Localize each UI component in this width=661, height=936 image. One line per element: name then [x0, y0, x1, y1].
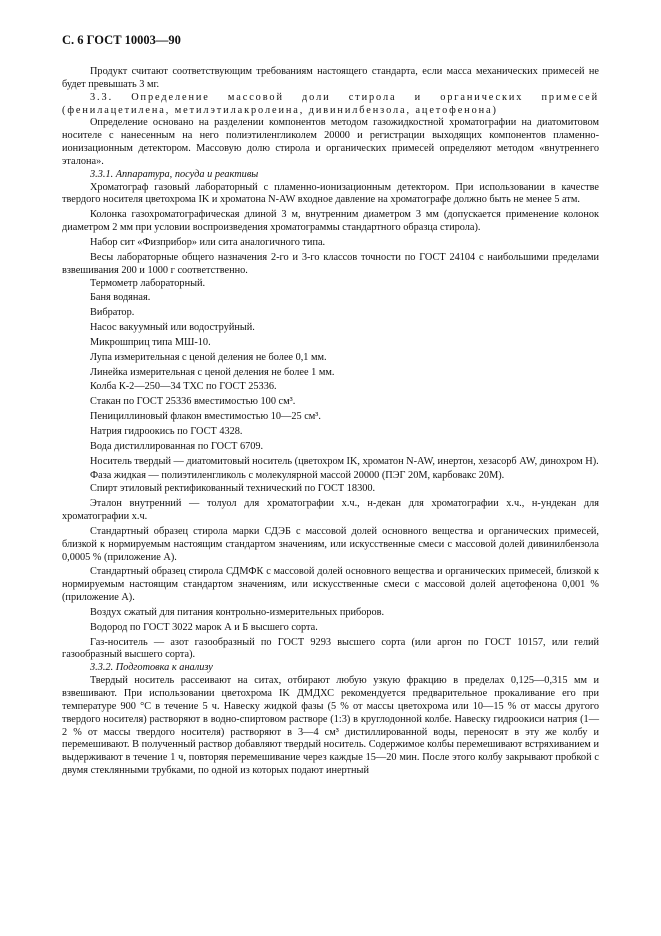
- paragraph-internal-standard: Эталон внутренний — толуол для хроматографии х.ч., н-декан для хроматографии х.ч., н-ундекан для хроматографии х.ч.: [62, 498, 599, 522]
- list-item-hydrogen: Водород по ГОСТ 3022 марок А и Б высшего сорта.: [90, 621, 318, 633]
- paragraph-preparation: Твердый носитель рассеивают на ситах, отбирают любую узкую фракцию в пределах 0,125—0,315 мм и взвешивают. При использовании цветохрома IK ДМДХС рекомендуется предварительное прокаливание его при температуре 900 °C в течение 5 ч. Навеску жидкой фазы (5 % от массы цветохрома или 10—15 % от массы другого твердого носителя) растворяют в водно-спиртовом растворе (1:3) в круглодонной колбе. Навеску гидроокиси натрия (1—2 % от массы твердого носителя) растворяют в 3—4 см³ дистиллированной воды, переносят в эту же колбу и перемешивают. В полученный раствор добавляют твердый носитель. Содержимое колбы перемешивают встряхиванием и выдерживают в течение 1 ч, повторяя перемешивание через каждые 15—20 мин. После этого колбу закрывают пробкой с двумя стеклянными трубками, по одной из которых подают инертный: [62, 675, 599, 777]
- paragraph-carrier-gas: Газ-носитель — азот газообразный по ГОСТ 9293 высшего сорта (или аргон по ГОСТ 10157, или гелий газообразный высшего сорта).: [62, 636, 599, 661]
- paragraph-sieves: Набор сит «Физприбор» или сита аналогичного типа.: [90, 236, 326, 248]
- paragraph-scales: Весы лабораторные общего назначения 2-го и 3-го классов точности по ГОСТ 24104 с наибольшими пределами взвешивания 200 и 1000 г соответственно.: [62, 251, 599, 276]
- paragraph-product-conformity: Продукт считают соответствующим требованиям настоящего стандарта, если масса механических примесей не будет превышать 3 мг.: [62, 66, 599, 90]
- list-item-distilled-water: Вода дистиллированная по ГОСТ 6709.: [90, 440, 264, 452]
- list-item-beaker: Стакан по ГОСТ 25336 вместимостью 100 см³.: [90, 396, 296, 408]
- list-item-pump: Насос вакуумный или водоструйный.: [90, 322, 255, 334]
- list-item-sodium-hydroxide: Натрия гидроокись по ГОСТ 4328.: [90, 425, 243, 437]
- list-item-ruler: Линейка измерительная с ценой деления не более 1 мм.: [90, 366, 335, 378]
- list-item-liquid-phase: Фаза жидкая — полиэтиленгликоль с молекулярной массой 20000 (ПЭГ 20М, карбовакс 20М).: [90, 470, 505, 482]
- paragraph-column: Колонка газохроматографическая длиной 3 м, внутренним диаметром 3 мм (допускается применение колонок диаметром 2 мм при условии воспроизведения хроматограммы стандартного образца стирола).: [62, 209, 599, 234]
- list-item-microsyringe: Микрошприц типа МШ-10.: [90, 336, 211, 348]
- page-header: С. 6 ГОСТ 10003—90: [62, 33, 181, 47]
- paragraph-reference-sdeb: Стандартный образец стирола марки СДЭБ с массовой долей основного вещества и органических примесей, близкой к нормируемым настоящим стандартом значениям, или искусственные смеси с массовой долей дивинилбензола 0,0005 % (приложение А).: [62, 525, 599, 563]
- list-item-water-bath: Баня водяная.: [90, 292, 151, 304]
- paragraph-reference-sdmfk: Стандартный образец стирола СДМФК с массовой долей основного вещества и органических примесей, близкой к нормируемым настоящим стандартом значениям, или искусственные смеси с массовой долей ацетофенона 0,001 % (приложение А).: [62, 566, 599, 604]
- list-item-compressed-air: Воздух сжатый для питания контрольно-измерительных приборов.: [90, 606, 385, 618]
- list-item-magnifier: Лупа измерительная с ценой деления не более 0,1 мм.: [90, 351, 327, 363]
- subsection-heading-3-3-2: 3.3.2. Подготовка к анализу: [90, 662, 213, 674]
- section-heading-3-3: 3.3. Определение массовой доли стирола и органических примесей (фенилацетилена, метилэтилакролеина, дивинилбензола, ацетофенона): [62, 91, 599, 116]
- list-item-vial: Пенициллиновый флакон вместимостью 10—25 см³.: [90, 411, 321, 423]
- paragraph-chromatograph: Хроматограф газовый лабораторный с пламенно-ионизационным детектором. При использовании в качестве твердого носителя цветохрома IK и хроматона N-AW входное давление на хроматографе должно быть не менее 5 атм.: [62, 181, 599, 206]
- list-item-ethyl-alcohol: Спирт этиловый ректификованный технический по ГОСТ 18300.: [90, 483, 376, 495]
- subsection-heading-3-3-1: 3.3.1. Аппаратура, посуда и реактивы: [90, 168, 259, 180]
- paragraph-method-basis: Определение основано на разделении компонентов методом газожидкостной хроматографии на диатомитовом носителе с нанесенным на него полиэтиленгликолем 20000 и регистрации выходящих компонентов пламенно-ионизационным детектором. Массовую долю стирола и органических примесей определяют методом «внутреннего эталона».: [62, 117, 599, 167]
- list-item-flask: Колба К-2—250—34 ТХС по ГОСТ 25336.: [90, 381, 277, 393]
- list-item-vibrator: Вибратор.: [90, 307, 135, 319]
- list-item-thermometer: Термометр лабораторный.: [90, 277, 206, 289]
- paragraph-solid-carrier: Носитель твердый — диатомитовый носитель (цветохром IK, хроматон N-AW, инертон, хезасорб AW, динохром Н).: [90, 455, 599, 467]
